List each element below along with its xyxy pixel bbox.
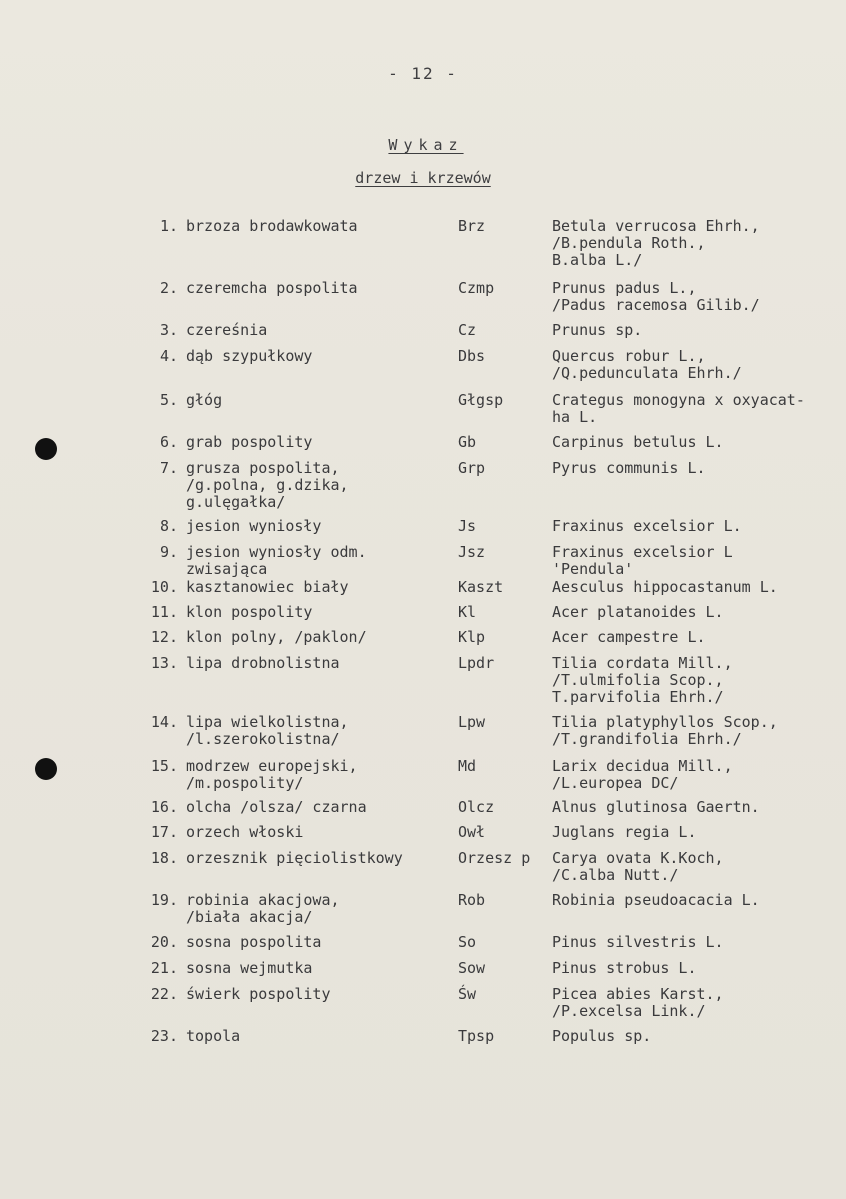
entry-number: 15. <box>150 757 178 775</box>
abbreviation: Kl <box>458 603 477 621</box>
entry-number: 21. <box>150 959 178 977</box>
abbreviation: Owł <box>458 823 486 841</box>
entry-number: 3. <box>159 321 178 339</box>
latin-name: Juglans regia L. <box>552 823 697 841</box>
abbreviation: Sow <box>458 959 486 977</box>
abbreviation: Kaszt <box>458 578 504 596</box>
polish-name: lipa wielkolistna, /l.szerokolistna/ <box>186 713 349 748</box>
latin-name: Quercus robur L., /Q.pedunculata Ehrh./ <box>552 347 742 382</box>
entry-number: 10. <box>150 578 178 596</box>
abbreviation: Czmp <box>458 279 495 297</box>
entry-number: 20. <box>150 933 178 951</box>
abbreviation: Orzesz p <box>458 849 531 867</box>
entry-number: 13. <box>150 654 178 672</box>
entry-number: 19. <box>150 891 178 909</box>
latin-name: Pyrus communis L. <box>552 459 706 477</box>
polish-name: dąb szypułkowy <box>186 347 313 365</box>
latin-name: Pinus silvestris L. <box>552 933 724 951</box>
polish-name: grusza pospolita, /g.polna, g.dzika, g.ulęgałka/ <box>186 459 349 511</box>
latin-name: Larix decidua Mill., /L.europea DC/ <box>552 757 733 792</box>
entry-number: 5. <box>159 391 178 409</box>
latin-name: Tilia platyphyllos Scop., /T.grandifolia Ehrh./ <box>552 713 778 748</box>
polish-name: sosna pospolita <box>186 933 322 951</box>
entry-number: 1. <box>159 217 178 235</box>
entry-number: 23. <box>150 1027 178 1045</box>
document-subtitle <box>0 168 846 187</box>
latin-name: Alnus glutinosa Gaertn. <box>552 798 760 816</box>
entry-number: 22. <box>150 985 178 1003</box>
polish-name: klon polny, /paklon/ <box>186 628 367 646</box>
page-number: - 12 - <box>388 64 458 83</box>
entry-number: 9. <box>159 543 178 561</box>
entry-number: 4. <box>159 347 178 365</box>
latin-name: Fraxinus excelsior L. <box>552 517 742 535</box>
entry-number: 17. <box>150 823 178 841</box>
abbreviation: Rob <box>458 891 486 909</box>
latin-name: Fraxinus excelsior L 'Pendula' <box>552 543 733 578</box>
entry-number: 11. <box>150 603 178 621</box>
polish-name: orzech włoski <box>186 823 304 841</box>
latin-name: Populus sp. <box>552 1027 652 1045</box>
latin-name: Crategus monogyna x oxyacat- ha L. <box>552 391 805 426</box>
latin-name: Prunus sp. <box>552 321 643 339</box>
abbreviation: Lpdr <box>458 654 495 672</box>
abbreviation: Tpsp <box>458 1027 495 1045</box>
polish-name: lipa drobnolistna <box>186 654 340 672</box>
latin-name: Betula verrucosa Ehrh., /B.pendula Roth., B.alba L./ <box>552 217 760 269</box>
abbreviation: Md <box>458 757 477 775</box>
abbreviation: Js <box>458 517 477 535</box>
abbreviation: Brz <box>458 217 486 235</box>
polish-name: kasztanowiec biały <box>186 578 349 596</box>
title-text: Wykaz <box>388 136 464 154</box>
abbreviation: Dbs <box>458 347 486 365</box>
abbreviation: Cz <box>458 321 477 339</box>
polish-name: głóg <box>186 391 223 409</box>
latin-name: Tilia cordata Mill., /T.ulmifolia Scop., T.parvifolia Ehrh./ <box>552 654 733 706</box>
subtitle-text: drzew i krzewów <box>355 169 491 187</box>
latin-name: Acer platanoides L. <box>552 603 724 621</box>
polish-name: orzesznik pięciolistkowy <box>186 849 403 867</box>
abbreviation: So <box>458 933 477 951</box>
polish-name: olcha /olsza/ czarna <box>186 798 367 816</box>
polish-name: sosna wejmutka <box>186 959 313 977</box>
abbreviation: Głgsp <box>458 391 504 409</box>
latin-name: Robinia pseudoacacia L. <box>552 891 760 909</box>
polish-name: topola <box>186 1027 241 1045</box>
entry-number: 14. <box>150 713 178 731</box>
latin-name: Aesculus hippocastanum L. <box>552 578 778 596</box>
latin-name: Prunus padus L., /Padus racemosa Gilib./ <box>552 279 760 314</box>
abbreviation: Lpw <box>458 713 486 731</box>
polish-name: czeremcha pospolita <box>186 279 358 297</box>
abbreviation: Jsz <box>458 543 486 561</box>
punch-hole <box>35 758 57 780</box>
abbreviation: Grp <box>458 459 486 477</box>
document-title <box>0 135 846 154</box>
polish-name: modrzew europejski, /m.pospolity/ <box>186 757 358 792</box>
polish-name: klon pospolity <box>186 603 313 621</box>
polish-name: brzoza brodawkowata <box>186 217 358 235</box>
latin-name: Acer campestre L. <box>552 628 706 646</box>
entry-number: 12. <box>150 628 178 646</box>
polish-name: czereśnia <box>186 321 268 339</box>
abbreviation: Klp <box>458 628 486 646</box>
abbreviation: Św <box>458 985 477 1003</box>
latin-name: Carya ovata K.Koch, /C.alba Nutt./ <box>552 849 724 884</box>
entry-number: 8. <box>159 517 178 535</box>
polish-name: świerk pospolity <box>186 985 331 1003</box>
entry-number: 6. <box>159 433 178 451</box>
abbreviation: Olcz <box>458 798 495 816</box>
abbreviation: Gb <box>458 433 477 451</box>
polish-name: jesion wyniosły odm. zwisająca <box>186 543 367 578</box>
entry-number: 18. <box>150 849 178 867</box>
entry-number: 2. <box>159 279 178 297</box>
latin-name: Carpinus betulus L. <box>552 433 724 451</box>
polish-name: jesion wyniosły <box>186 517 322 535</box>
polish-name: robinia akacjowa, /biała akacja/ <box>186 891 340 926</box>
latin-name: Picea abies Karst., /P.excelsa Link./ <box>552 985 724 1020</box>
latin-name: Pinus strobus L. <box>552 959 697 977</box>
punch-hole <box>35 438 57 460</box>
entry-number: 16. <box>150 798 178 816</box>
polish-name: grab pospolity <box>186 433 313 451</box>
entry-number: 7. <box>159 459 178 477</box>
